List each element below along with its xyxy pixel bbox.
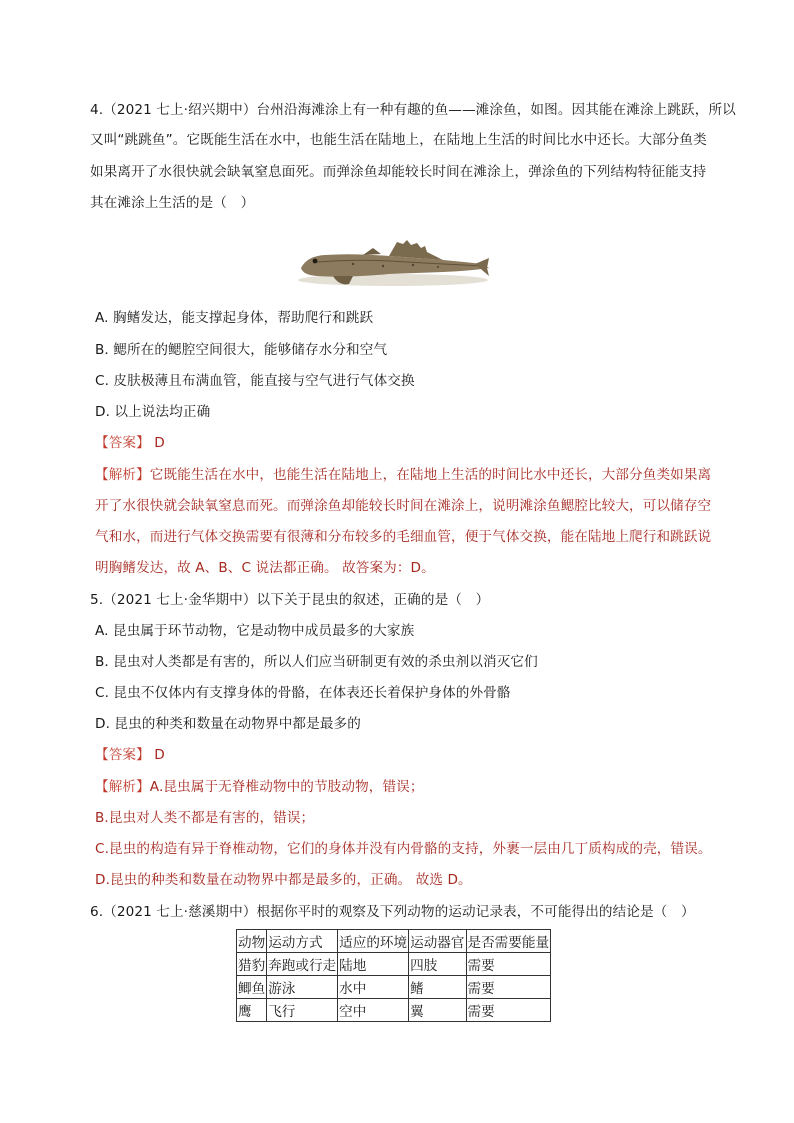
table-cell: 猎豹 xyxy=(237,953,267,976)
q4-option-a: A. 胸鳍发达，能支撑起身体，帮助爬行和跳跃 xyxy=(95,310,374,326)
q4-answer xyxy=(95,434,165,452)
table-cell: 需要 xyxy=(466,976,551,999)
mudskipper-fish-image xyxy=(293,234,493,290)
table-row xyxy=(237,953,551,976)
answer-tag: 【答案】 xyxy=(95,747,150,763)
table-cell: 飞行 xyxy=(267,999,338,1022)
table-header-cell: 适应的环境 xyxy=(338,930,409,953)
table-cell: 需要 xyxy=(466,953,551,976)
table-cell: 奔跑或行走 xyxy=(267,953,338,976)
table-cell: 陆地 xyxy=(338,953,409,976)
q4-stem-line-4: 其在滩涂上生活的是（ ） xyxy=(90,195,255,211)
table-cell: 鲫鱼 xyxy=(237,976,267,999)
analysis-tag: 【解析】 xyxy=(95,779,150,795)
table-cell: 需要 xyxy=(466,999,551,1022)
q4-analysis-line-4: 明胸鳍发达，故 A、B、C 说法都正确。 故答案为：D。 xyxy=(95,560,435,576)
table-header-cell: 运动方式 xyxy=(267,930,338,953)
table-cell: 游泳 xyxy=(267,976,338,999)
table-cell: 鳍 xyxy=(409,976,466,999)
q5-option-c: C. 昆虫不仅体内有支撑身体的骨骼，在体表还长着保护身体的外骨骼 xyxy=(95,685,511,701)
table-header-row xyxy=(237,930,551,953)
table-cell: 鹰 xyxy=(237,999,267,1022)
q5-stem: 5.（2021 七上·金华期中）以下关于昆虫的叙述，正确的是（ ） xyxy=(90,592,490,608)
answer-value: D xyxy=(149,435,165,451)
q5-analysis-line-4: D.昆虫的种类和数量在动物界中都是最多的，正确。 故选 D。 xyxy=(95,872,472,888)
table-row xyxy=(237,999,551,1022)
q5-analysis-line-2: B.昆虫对人类不都是有害的，错误； xyxy=(95,810,315,826)
table-cell: 翼 xyxy=(409,999,466,1022)
table-header-cell: 运动器官 xyxy=(409,930,466,953)
q4-stem-line-2: 又叫“跳跳鱼”。它既能生活在水中，也能生活在陆地上，在陆地上生活的时间比水中还长。大部分鱼类 xyxy=(90,132,707,148)
table-cell: 四肢 xyxy=(409,953,466,976)
q5-option-b: B. 昆虫对人类都是有害的，所以人们应当研制更有效的杀虫剂以消灭它们 xyxy=(95,654,538,670)
analysis-tag: 【解析】 xyxy=(95,467,150,483)
q5-analysis-line-3: C.昆虫的构造有异于脊椎动物，它们的身体并没有内骨骼的支持，外裹一层由几丁质构成的壳，错误。 xyxy=(95,841,712,857)
q4-analysis-line-2: 开了水很快就会缺氧窒息而死。而弹涂鱼却能较长时间在滩涂上，说明滩涂鱼鳃腔比较大，可以储存空 xyxy=(95,498,712,514)
table-header-cell: 动物 xyxy=(237,930,267,953)
q4-analysis-line-1 xyxy=(95,466,711,484)
q5-option-d: D. 昆虫的种类和数量在动物界中都是最多的 xyxy=(95,716,361,732)
analysis-text: 它既能生活在水中，也能生活在陆地上，在陆地上生活的时间比水中还长，大部分鱼类如果离 xyxy=(149,467,712,483)
q4-analysis-line-3: 气和水，而进行气体交换需要有很薄和分布较多的毛细血管，便于气体交换，能在陆地上爬行和跳跃说 xyxy=(95,529,712,545)
q4-option-d: D. 以上说法均正确 xyxy=(95,404,211,420)
table-cell: 空中 xyxy=(338,999,409,1022)
q4-stem-line-1: 4.（2021 七上·绍兴期中）台州沿海滩涂上有一种有趣的鱼——滩涂鱼，如图。因其能在滩涂上跳跃，所以 xyxy=(90,102,736,118)
q5-analysis-line-1 xyxy=(95,778,424,796)
q4-stem-line-3: 如果离开了水很快就会缺氧窒息面死。而弹涂鱼却能较长时间在滩涂上，弹涂鱼的下列结构特征能支持 xyxy=(90,164,707,180)
q6-stem: 6.（2021 七上·慈溪期中）根据你平时的观察及下列动物的运动记录表，不可能得出的结论是（ ） xyxy=(90,904,695,920)
q5-answer xyxy=(95,746,165,764)
analysis-text: A.昆虫属于无脊椎动物中的节肢动物，错误； xyxy=(149,779,424,795)
answer-tag: 【答案】 xyxy=(95,435,150,451)
q5-option-a: A. 昆虫属于环节动物，它是动物中成员最多的大家族 xyxy=(95,623,415,639)
motion-record-table xyxy=(236,929,551,1022)
answer-value: D xyxy=(149,747,165,763)
table-cell: 水中 xyxy=(338,976,409,999)
q4-option-c: C. 皮肤极薄且布满血管，能直接与空气进行气体交换 xyxy=(95,373,415,389)
table-row xyxy=(237,976,551,999)
table-header-cell: 是否需要能量 xyxy=(466,930,551,953)
q4-option-b: B. 鳃所在的鳃腔空间很大，能够储存水分和空气 xyxy=(95,342,388,358)
